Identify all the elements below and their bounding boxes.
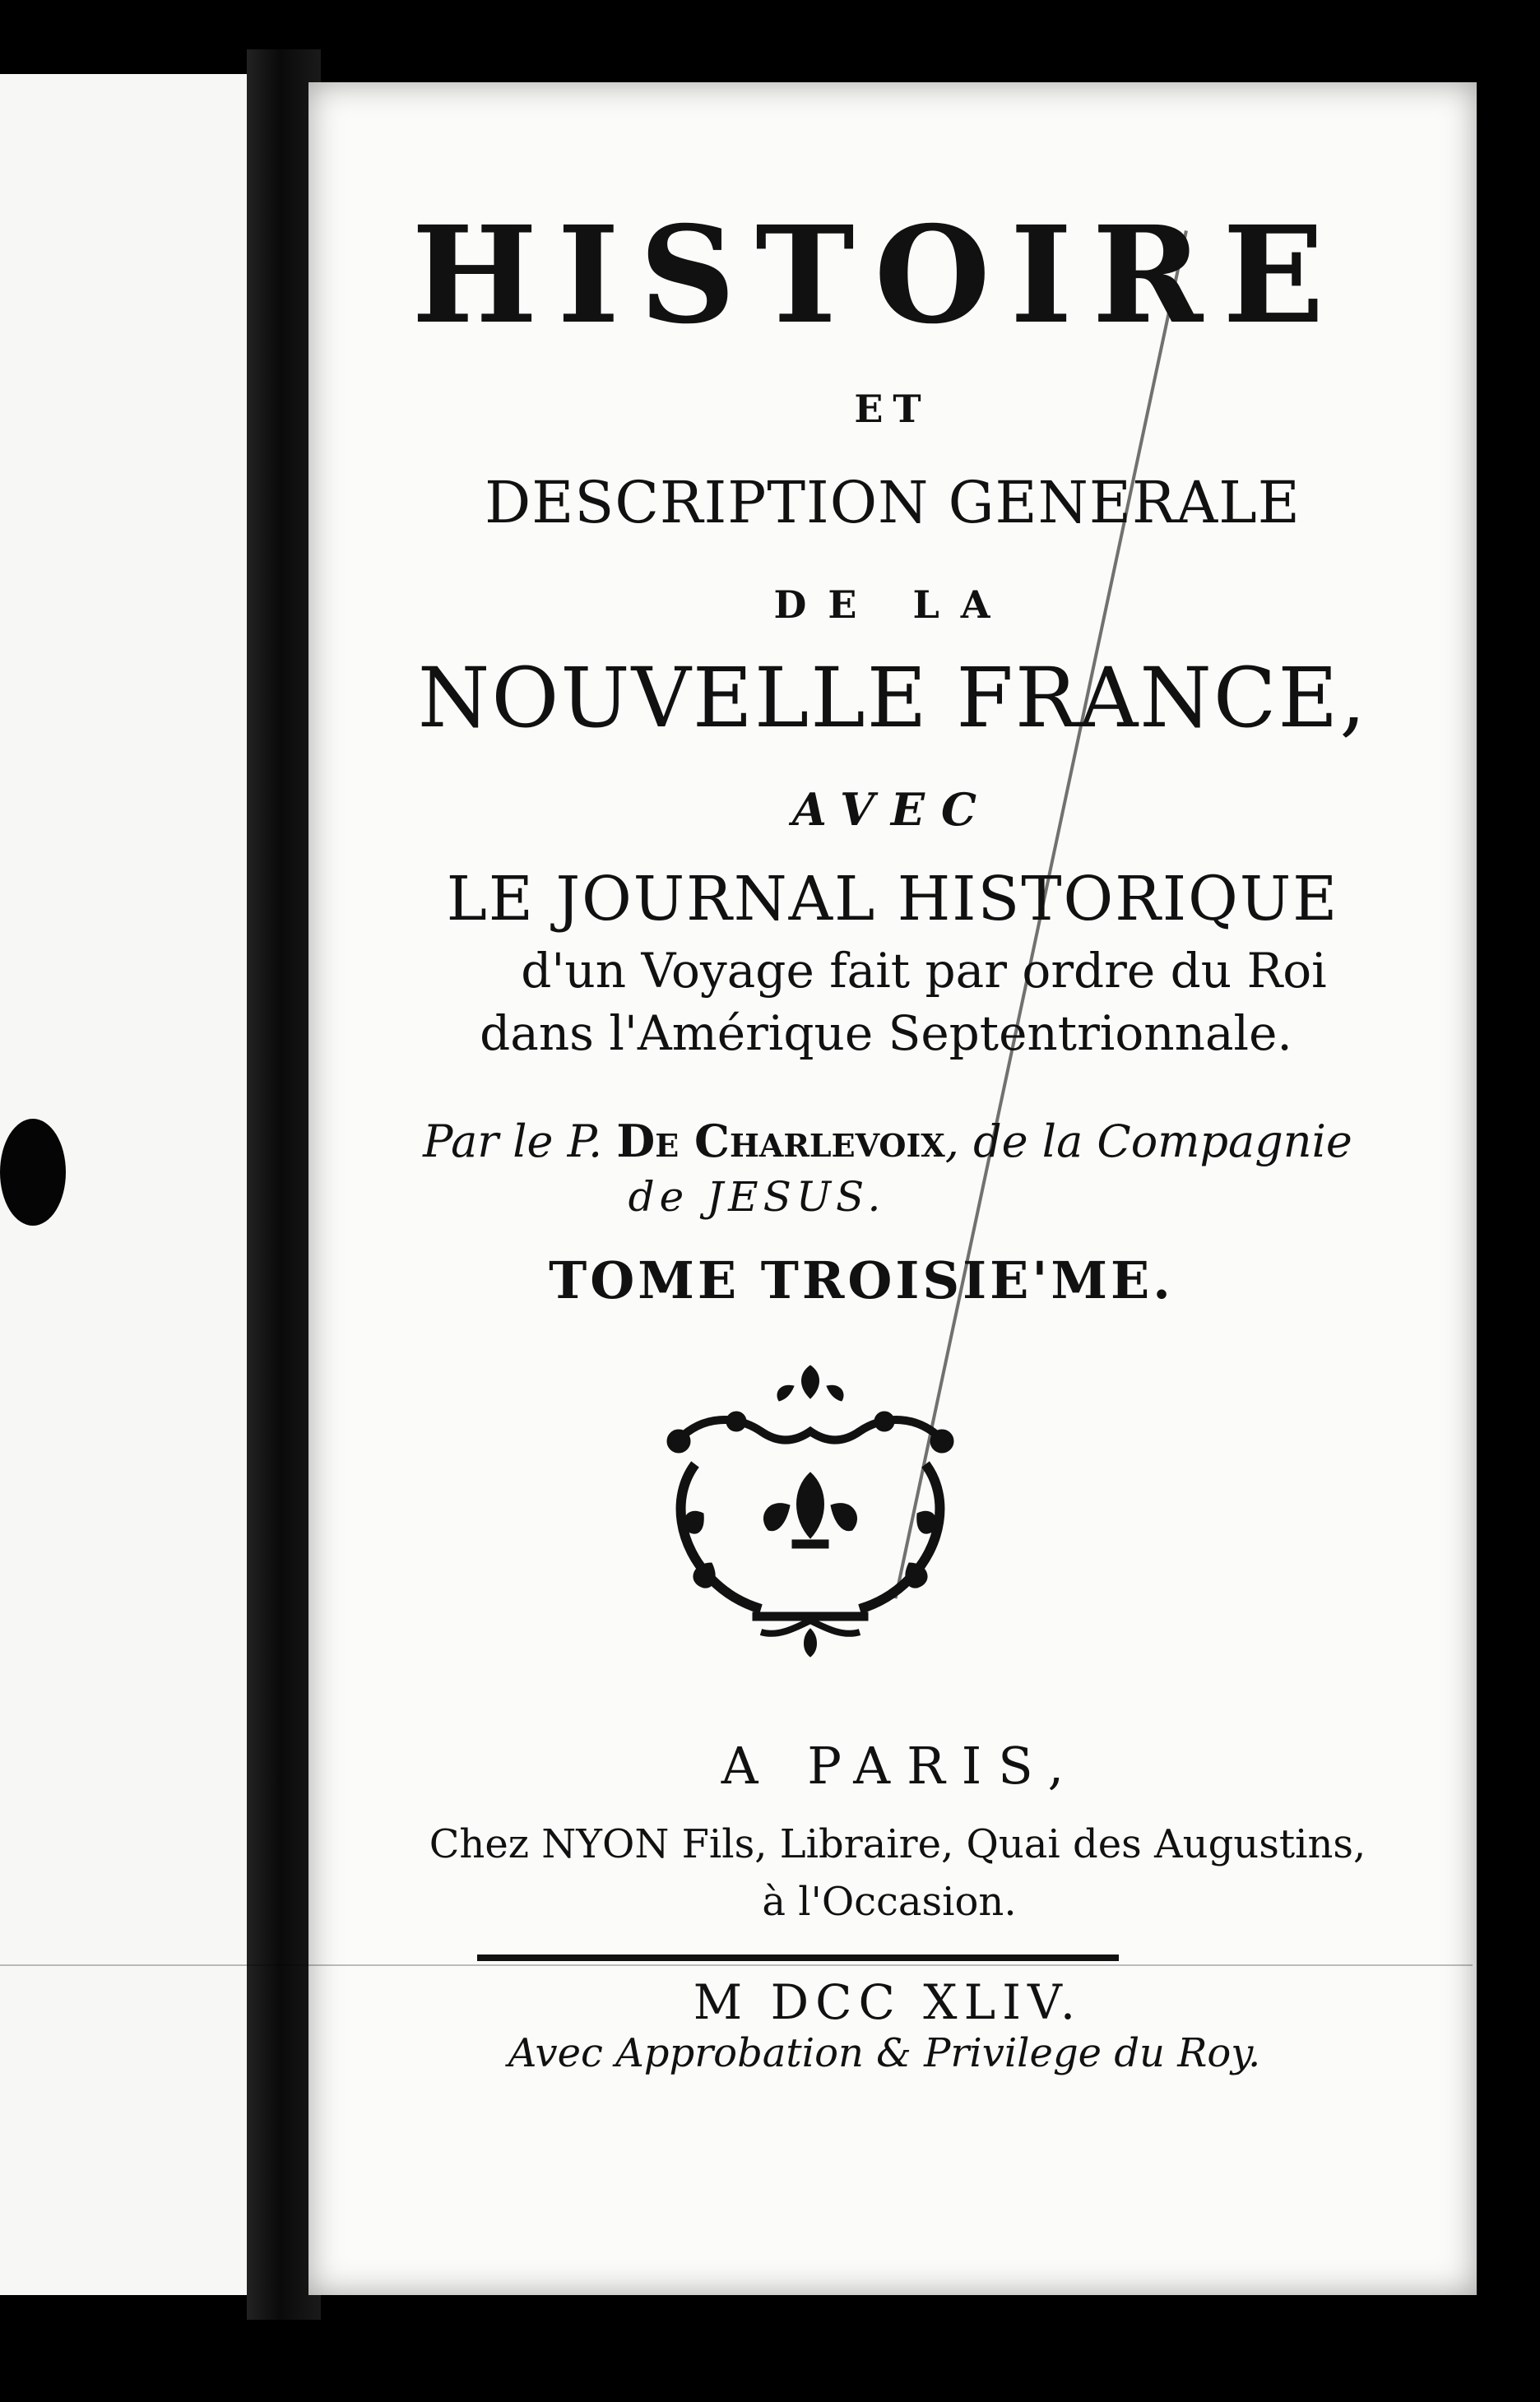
scan-line	[0, 1964, 1473, 1966]
voyage-line-1: d'un Voyage fait par ordre du Roi	[521, 943, 1327, 999]
volume-number: TOME TROISIE'ME.	[549, 1250, 1174, 1310]
imprint-year: M DCC XLIV.	[693, 1974, 1083, 2030]
imprint-rule	[477, 1955, 1119, 1961]
title-avec: AVEC	[791, 783, 993, 836]
author-suffix: , de la Compagnie	[944, 1115, 1352, 1167]
author-line-2: de JESUS.	[628, 1173, 886, 1221]
scan-border-right	[1482, 0, 1540, 2402]
title-description: DESCRIPTION GENERALE	[485, 469, 1301, 536]
author-line-1	[304, 1115, 1472, 1167]
imprint-privilege: Avec Approbation & Privilege du Roy.	[508, 2030, 1261, 2076]
imprint-sign: à l'Occasion.	[762, 1879, 1017, 1925]
fleur-de-lis-crown-icon	[654, 1349, 967, 1662]
imprint-publisher: Chez NYON Fils, Libraire, Quai des Augustins,	[429, 1821, 1366, 1867]
imprint-city: A PARIS,	[721, 1736, 1081, 1796]
title-country: NOUVELLE FRANCE,	[417, 650, 1368, 746]
title-de-la: DE LA	[773, 582, 1012, 627]
ink-blot	[0, 1119, 66, 1226]
book-title: HISTOIRE	[411, 197, 1344, 354]
voyage-line-2: dans l'Amérique Septentrionnale.	[480, 1005, 1292, 1061]
title-conjunction: ET	[854, 387, 931, 431]
journal-heading: LE JOURNAL HISTORIQUE	[446, 864, 1339, 934]
author-prefix: Par le P.	[423, 1115, 603, 1167]
author-name: De Charlevoix	[616, 1115, 945, 1167]
